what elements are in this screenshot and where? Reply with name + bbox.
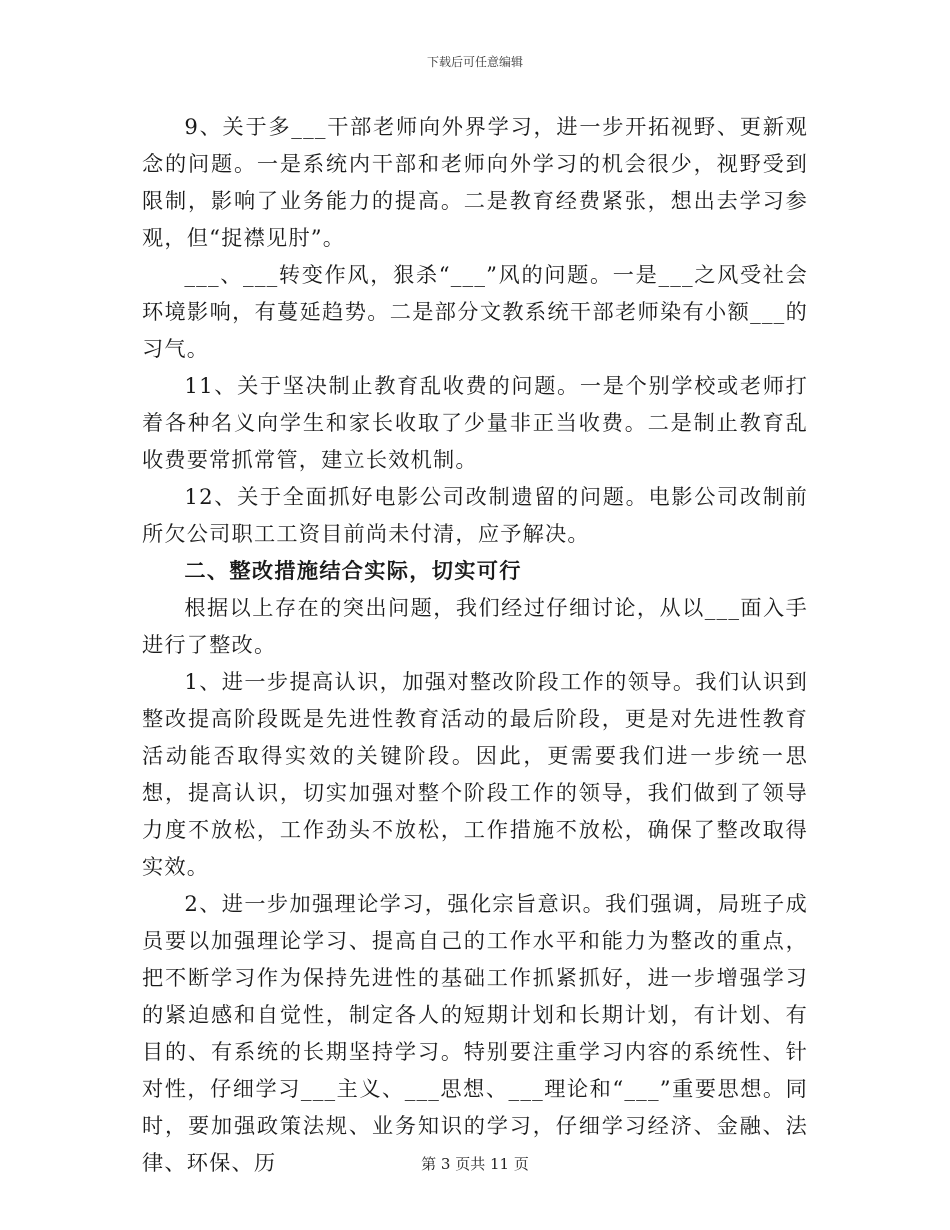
paragraph-item-10: ___、___转变作风，狠杀“___”风的问题。一是___之风受社会环境影响，有蔓延趋势。二是部分文教系统干部老师染有小额___的习气。 bbox=[142, 262, 808, 361]
page-footer: 第 3 页共 11 页 bbox=[421, 1155, 529, 1173]
section-heading: 二、整改措施结合实际，切实可行 bbox=[184, 558, 522, 583]
paragraph-item-9: 9、关于多___干部老师向外界学习，进一步开拓视野、更新观念的问题。一是系统内干部和老师向外学习的机会很少，视野受到限制，影响了业务能力的提高。二是教育经费紧张，想出去学习参观，但“捉襟见肘”。 bbox=[142, 114, 808, 250]
paragraph-item-11: 11、关于坚决制止教育乱收费的问题。一是个别学校或老师打着各种名义向学生和家长收取了少量非正当收费。二是制止教育乱收费要常抓常管，建立长效机制。 bbox=[142, 373, 808, 472]
page-header: 下载后可任意编辑 bbox=[426, 55, 523, 69]
document-body bbox=[142, 108, 808, 1181]
paragraph-measure-2: 2、进一步加强理论学习，强化宗旨意识。我们强调，局班子成员要以加强理论学习、提高自己的工作水平和能力为整改的重点，把不断学习作为保持先进性的基础工作抓紧抓好，进一步增强学习的紧迫感和自觉性，制定各人的短期计划和长期计划，有计划、有目的、有系统的长期坚持学习。特别要注重学习内容的系统性、针对性，仔细学习___主义、___思想、___理论和“___”重要思想。同时，要加强政策法规、业务知识的学习，仔细学习经济、金融、法律、环保、历 bbox=[142, 891, 808, 1175]
paragraph-measure-1: 1、进一步提高认识，加强对整改阶段工作的领导。我们认识到整改提高阶段既是先进性教育活动的最后阶段，更是对先进性教育活动能否取得实效的关键阶段。因此，更需要我们进一步统一思想，提高认识，切实加强对整个阶段工作的领导，我们做到了领导力度不放松，工作劲头不放松，工作措施不放松，确保了整改取得实效。 bbox=[142, 669, 808, 879]
paragraph-item-12: 12、关于全面抓好电影公司改制遗留的问题。电影公司改制前所欠公司职工工资目前尚未付清，应予解决。 bbox=[142, 484, 808, 546]
paragraph-intro: 根据以上存在的突出问题，我们经过仔细讨论，从以___面入手进行了整改。 bbox=[142, 595, 808, 657]
